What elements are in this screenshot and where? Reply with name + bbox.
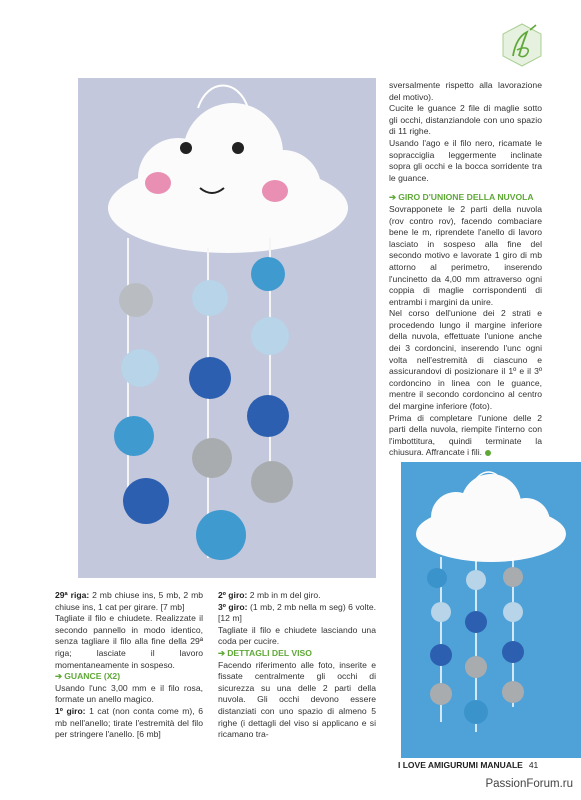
- paragraph: Tagliate il filo e chiudete. Realizzate il secondo pannello in modo identico, senza tagliare il filo alla fine della 29ª riga; lasciate il lavoro momentaneamente in sospeso.: [55, 613, 203, 670]
- right-cheek: [262, 180, 288, 202]
- section-heading: ➔ GUANCE (X2): [55, 671, 121, 682]
- row-label: 29ª riga:: [55, 590, 90, 600]
- arrow-icon: ➔: [55, 671, 63, 682]
- paragraph: Cucite le guance 2 file di maglie sotto gli occhi, distanziandole con uno spazio di 11 righe.: [389, 103, 542, 137]
- arrow-icon: ➔: [218, 647, 226, 658]
- row-label: 3º giro:: [218, 601, 248, 612]
- paragraph: Tagliate il filo e chiudete lasciando una coda per cucire.: [218, 624, 376, 647]
- page-number: 41: [528, 760, 539, 770]
- paragraph: 1 cat (non conta come m), 6 mb nell'anello; tirate l'estremità del filo per stringere l'anello. [6 mb]: [55, 705, 203, 740]
- paragraph: (1 mb, 2 mb nella m seg) 6 volte. [12 m]: [218, 601, 376, 624]
- paragraph: 2 mb chiuse ins, 5 mb, 2 mb chiuse ins, 1 cat per girare. [7 mb]: [55, 590, 204, 612]
- section-heading: ➔ DETTAGLI DEL VISO: [218, 647, 312, 658]
- end-bullet-icon: [485, 450, 491, 456]
- page-footer: [398, 760, 538, 770]
- paragraph: Facendo riferimento alle foto, inserite e fissate centralmente gli occhi di sicurezza su una delle 2 parti della nuvola. Gli occhi devono essere distanziati con uno spazio di almeno 5 righe (i dettagli del viso si applicano e si ricamano tra-: [218, 659, 376, 740]
- cloud-mobile-photo: [78, 78, 376, 578]
- row-label: 1º giro:: [55, 705, 86, 716]
- arrow-icon: ➔: [389, 192, 397, 203]
- paragraph: Usando l'unc 3,00 mm e il filo rosa, formate un anello magico.: [55, 682, 203, 705]
- cloud-mobile-small-photo: [401, 462, 581, 758]
- section-heading: ➔ GIRO D'UNIONE DELLA NUVOLA: [389, 192, 534, 203]
- right-eye-icon: [232, 142, 244, 154]
- watermark: PassionForum.ru: [485, 778, 573, 790]
- paragraph: Prima di completare l'unione delle 2 parti della nuvola, riempite l'interno con l'imbottitura, quindi terminate la chiusura. Affrancate i fili.: [389, 412, 542, 458]
- magazine-logo-icon: [497, 20, 547, 70]
- magazine-title: I LOVE AMIGURUMI MANUALE: [398, 760, 523, 770]
- row-label: 2º giro:: [218, 590, 248, 600]
- left-cheek: [145, 172, 171, 194]
- left-eye-icon: [180, 142, 192, 154]
- paragraph: Sovrapponete le 2 parti della nuvola (rov contro rov), facendo combaciare bene le m, riprendete l'anello di lavoro lasciato in sospeso alla fine del secondo motivo e lavorate 1 giro di mb attorno al perimetro, inserendo l'uncinetto da 4,00 mm attraverso ogni coppia di maglie corrispondenti di entrambi i margini da unire.: [389, 203, 542, 307]
- paragraph: Usando l'ago e il filo nero, ricamate le sopracciglia leggermente inclinate sopra gli occhi e la bocca sorridente tra le guance.: [389, 137, 542, 183]
- paragraph: 2 mb in m del giro.: [247, 590, 321, 600]
- text-column-2: [218, 590, 376, 741]
- text-column-3: [389, 80, 542, 459]
- paragraph: Nel corso dell'unione dei 2 strati e procedendo lungo il margine inferiore della nuvola, effettuate l'unione anche dei 3 cordoncini, inserendo l'unc ogni volta nell'estremità di ciascuno e assicurandovi di posizionare il 1º e il 3º cordoncino in linea con le guance, mentre il secondo cordoncino al centro del margine inferiore (foto).: [389, 308, 542, 412]
- text-column-1: [55, 590, 203, 741]
- paragraph: sversalmente rispetto alla lavorazione del motivo).: [389, 80, 542, 102]
